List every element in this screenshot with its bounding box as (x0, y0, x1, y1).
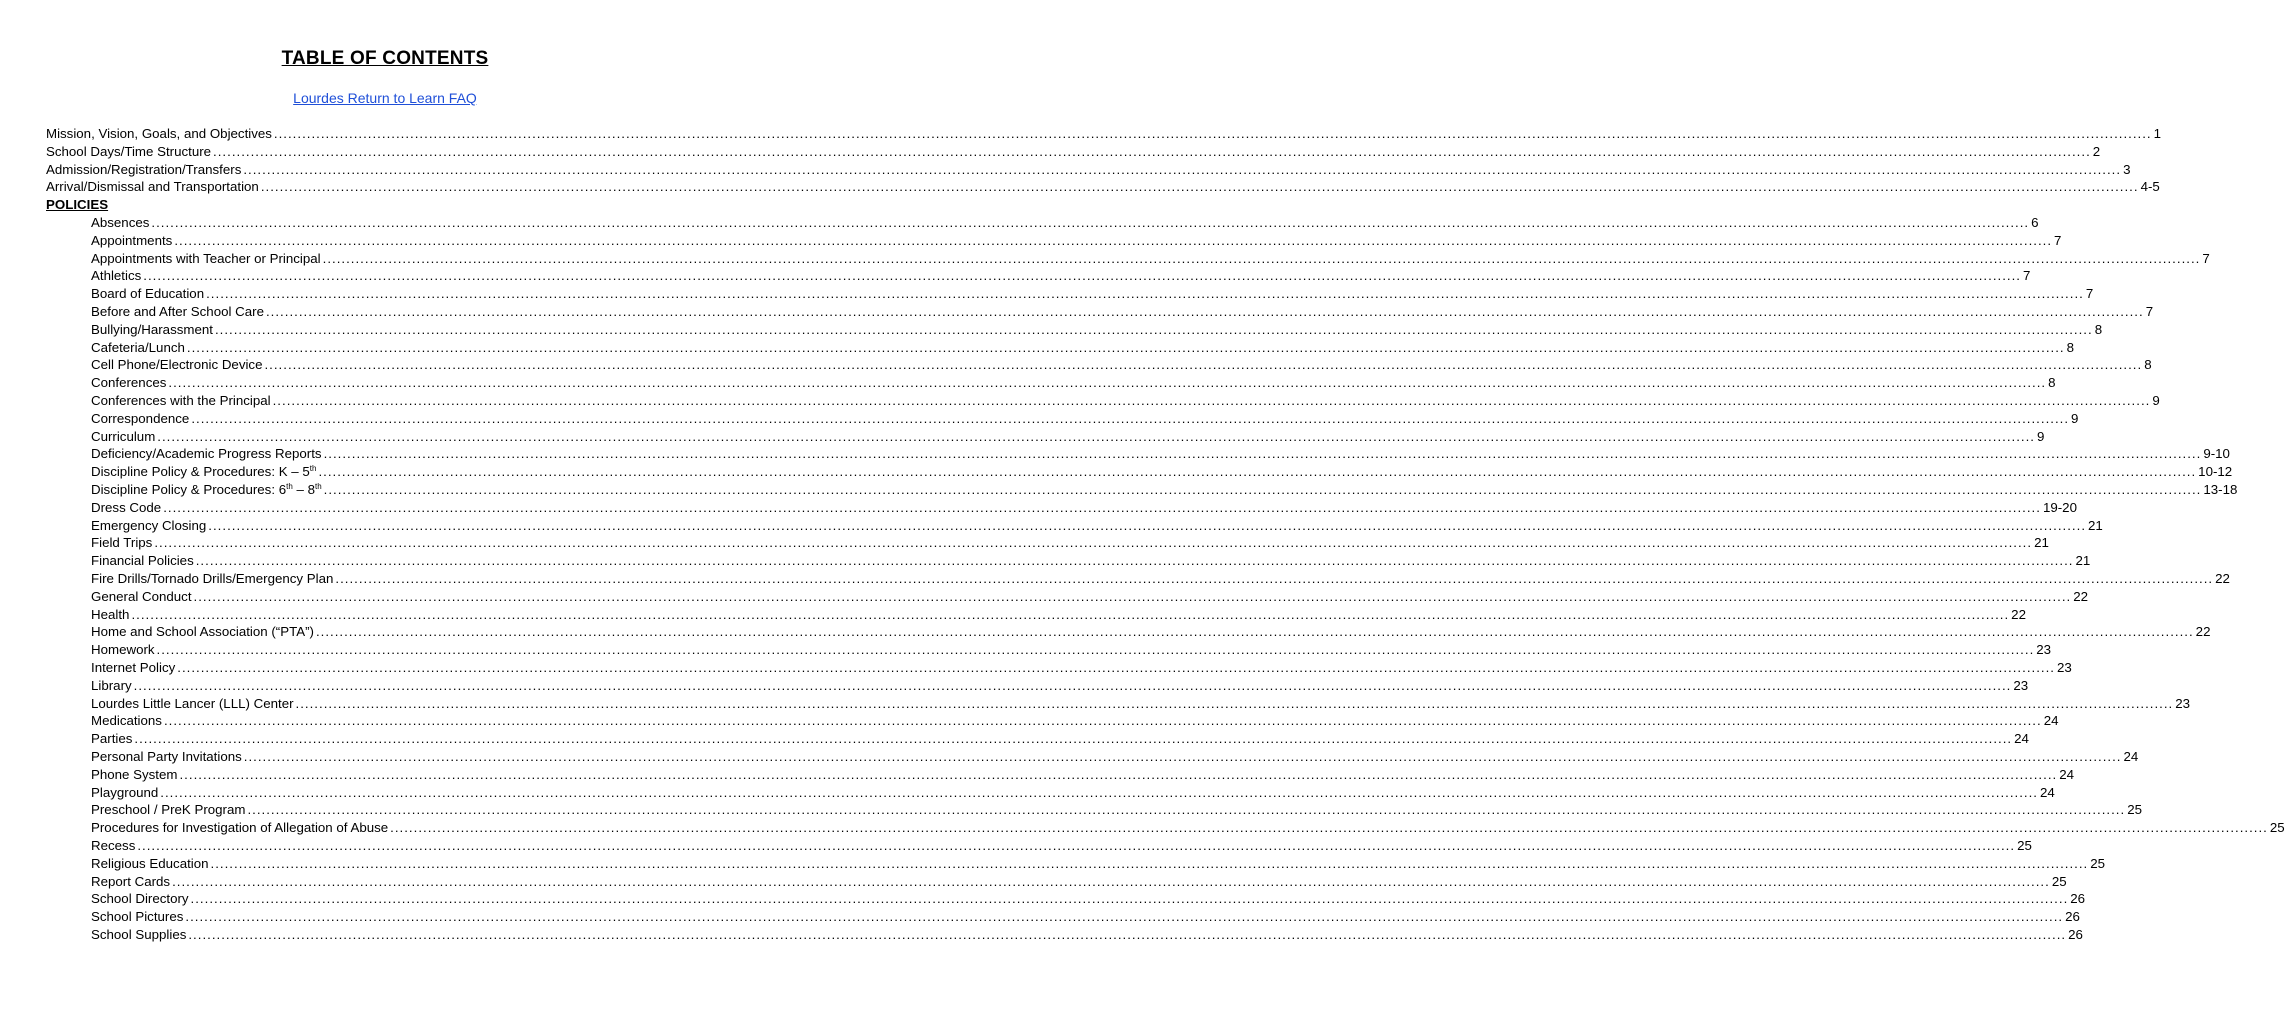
toc-entry-label: Personal Party Invitations (91, 749, 242, 764)
toc-entry-page: 6 (2031, 215, 2039, 230)
leader-dots: ................................................................................................................................................................................................................................................................................................................................................................................................................ (151, 215, 2030, 230)
leader-dots: ................................................................................................................................................................................................................................................................................................................................................................................................................ (163, 713, 2042, 729)
leader-dots: ................................................................................................................................................................................................................................................................................................................................................................................................................ (133, 677, 2012, 693)
leader-dots: ................................................................................................................................................................................................................................................................................................................................................................................................................ (260, 179, 2139, 195)
toc-entry-page: 24 (2059, 766, 2075, 782)
leader-dots: ................................................................................................................................................................................................................................................................................................................................................................................................................ (190, 891, 2069, 907)
toc-entry-label: Conferences (91, 375, 167, 391)
toc-entry (91, 285, 2094, 303)
toc-entry (91, 267, 2031, 285)
toc-entry (91, 730, 2029, 748)
toc-entry-label: Bullying/Harassment (91, 321, 213, 337)
leader-dots: ................................................................................................................................................................................................................................................................................................................................................................................................................ (160, 784, 2039, 800)
toc-entry (91, 356, 2152, 374)
toc-entry (91, 766, 2075, 784)
toc-entry-page: 21 (2034, 535, 2049, 551)
toc-entry-page: 7 (2085, 286, 2094, 302)
toc-entry-label: School Supplies (91, 927, 187, 942)
toc-entry-label: Arrival/Dismissal and Transportation (46, 179, 259, 195)
leader-dots: ................................................................................................................................................................................................................................................................................................................................................................................................................ (265, 304, 2144, 319)
toc-entry (91, 499, 2077, 517)
toc-entry-label: General Conduct (91, 588, 192, 604)
toc-entry (91, 339, 2075, 357)
toc-entry (91, 890, 2086, 908)
toc-entry (91, 534, 2049, 552)
leader-dots: ................................................................................................................................................................................................................................................................................................................................................................................................................ (247, 802, 2126, 818)
toc-entry-label: Emergency Closing (91, 517, 207, 533)
toc-entry-label: Admission/Registration/Transfers (46, 161, 242, 177)
toc-entry (91, 819, 2285, 837)
toc-entry (91, 428, 2045, 446)
leader-dots: ................................................................................................................................................................................................................................................................................................................................................................................................................ (323, 482, 2202, 497)
toc-entry (91, 926, 2083, 944)
toc-entry (46, 161, 2131, 179)
toc-entry (91, 659, 2072, 677)
leader-dots: ................................................................................................................................................................................................................................................................................................................................................................................................................ (195, 553, 2074, 569)
toc-entry (91, 481, 2238, 499)
toc-entry (91, 837, 2032, 855)
leader-dots: ................................................................................................................................................................................................................................................................................................................................................................................................................ (179, 766, 2058, 782)
toc-entry-label: Parties (91, 731, 133, 747)
toc-entry (91, 588, 2089, 606)
leader-dots: ................................................................................................................................................................................................................................................................................................................................................................................................................ (131, 606, 2010, 622)
toc-entry-label: Appointments with Teacher or Principal (91, 250, 321, 266)
toc-entry-page: 25 (2017, 838, 2032, 853)
toc-entry-page: 22 (2215, 571, 2230, 586)
toc-entry (91, 641, 2052, 659)
leader-dots: ................................................................................................................................................................................................................................................................................................................................................................................................................ (174, 232, 2053, 248)
toc-entry-page: 23 (2175, 695, 2191, 711)
leader-dots: ................................................................................................................................................................................................................................................................................................................................................................................................................ (335, 571, 2214, 586)
toc-entry (91, 374, 2056, 392)
toc-entry-label: Correspondence (91, 410, 190, 426)
toc-entry-page: 21 (2075, 553, 2091, 569)
toc-entry-page: 26 (2070, 891, 2086, 907)
leader-dots: ................................................................................................................................................................................................................................................................................................................................................................................................................ (168, 375, 2047, 391)
toc-entry-page: 9 (2037, 428, 2045, 444)
leader-dots: ................................................................................................................................................................................................................................................................................................................................................................................................................ (323, 446, 2202, 462)
toc-entry-label: Athletics (91, 268, 142, 284)
toc-entry-label: Recess (91, 838, 136, 853)
toc-entry-label: Dress Code (91, 499, 162, 515)
toc-entry-label: Lourdes Little Lancer (LLL) Center (91, 695, 294, 711)
toc-entry (91, 552, 2091, 570)
toc-entry-label: Discipline Policy & Procedures: 6th – 8th (91, 482, 322, 497)
toc-entry-label: Health (91, 606, 130, 622)
toc-entry (46, 178, 2160, 196)
leader-dots: ................................................................................................................................................................................................................................................................................................................................................................................................................ (213, 143, 2091, 159)
toc-entry (91, 321, 2103, 339)
toc-entry (91, 392, 2160, 410)
toc-entry-page: 9 (2071, 410, 2079, 426)
toc-entry-label: Internet Policy (91, 660, 176, 675)
toc-entry (91, 873, 2067, 891)
toc-entry-page: 19-20 (2042, 499, 2077, 515)
toc-entry-label: Report Cards (91, 873, 171, 889)
toc-entry-page: 23 (2057, 660, 2072, 675)
policies-heading: POLICIES (46, 197, 109, 213)
toc-entry (91, 303, 2154, 321)
toc-entry-page: 24 (2043, 713, 2059, 729)
leader-dots: ................................................................................................................................................................................................................................................................................................................................................................................................................ (177, 660, 2055, 675)
toc-entry-page: 22 (2011, 606, 2026, 622)
toc-entry (91, 908, 2080, 926)
toc-entry-page: 23 (2036, 642, 2052, 658)
toc-entry-label: Library (91, 677, 132, 693)
toc-entry-label: Preschool / PreK Program (91, 802, 246, 818)
toc-entry-page: 7 (2145, 304, 2154, 319)
toc-entry-page: 3 (2123, 161, 2131, 177)
toc-entry-label: Deficiency/Academic Progress Reports (91, 446, 322, 462)
toc-entry-label: Procedures for Investigation of Allegation of Abuse (91, 820, 389, 836)
toc-entry (91, 232, 2062, 250)
toc-entry (91, 855, 2106, 873)
return-to-learn-faq-link[interactable]: Lourdes Return to Learn FAQ (293, 90, 477, 106)
toc-entry (91, 748, 2139, 766)
toc-entry-page: 23 (2013, 677, 2029, 693)
toc-entry-label: Conferences with the Principal (91, 393, 271, 408)
toc-entry-label: Curriculum (91, 428, 156, 444)
leader-dots: ................................................................................................................................................................................................................................................................................................................................................................................................................ (390, 820, 2268, 836)
toc-entry-page: 8 (2094, 321, 2103, 337)
leader-dots: ................................................................................................................................................................................................................................................................................................................................................................................................................ (137, 838, 2016, 853)
toc-entry-page: 1 (2153, 126, 2162, 141)
toc-entry-page: 26 (2065, 909, 2080, 925)
leader-dots: ................................................................................................................................................................................................................................................................................................................................................................................................................ (273, 126, 2152, 141)
toc-entry-label: School Directory (91, 891, 189, 907)
toc-entry-label: School Days/Time Structure (46, 143, 212, 159)
toc-entry-page: 25 (2051, 873, 2067, 889)
toc-entry-page: 22 (2073, 588, 2089, 604)
toc-entry-label: Cell Phone/Electronic Device (91, 357, 263, 373)
toc-entry-label: Financial Policies (91, 553, 194, 569)
toc-entry (91, 677, 2029, 695)
toc-entry (91, 570, 2230, 588)
leader-dots: ................................................................................................................................................................................................................................................................................................................................................................................................................ (208, 517, 2087, 533)
toc-entry (46, 143, 2101, 161)
toc-entry-label: Appointments (91, 232, 173, 248)
toc-entry-page: 13-18 (2203, 482, 2238, 497)
toc-entry-page: 7 (2023, 268, 2031, 284)
toc-entry-page: 25 (2090, 855, 2106, 871)
leader-dots: ................................................................................................................................................................................................................................................................................................................................................................................................................ (206, 286, 2084, 302)
toc-entry-page: 21 (2088, 517, 2103, 533)
toc-entry-label: Fire Drills/Tornado Drills/Emergency Plan (91, 571, 334, 586)
toc-entry-page: 2 (2092, 143, 2101, 159)
leader-dots: ................................................................................................................................................................................................................................................................................................................................................................................................................ (315, 624, 2194, 640)
toc-entry-label: Phone System (91, 766, 178, 782)
leader-dots: ................................................................................................................................................................................................................................................................................................................................................................................................................ (143, 268, 2021, 284)
toc-entry (91, 801, 2142, 819)
leader-dots: ................................................................................................................................................................................................................................................................................................................................................................................................................ (322, 250, 2201, 266)
toc-entry-page: 9-10 (2203, 446, 2230, 462)
leader-dots: ................................................................................................................................................................................................................................................................................................................................................................................................................ (243, 749, 2122, 764)
toc-entry (91, 250, 2210, 268)
leader-dots: ................................................................................................................................................................................................................................................................................................................................................................................................................ (134, 731, 2013, 747)
page-title: TABLE OF CONTENTS (281, 48, 489, 69)
toc-entry-page: 8 (2066, 339, 2075, 355)
toc-entry-page: 7 (2054, 232, 2062, 248)
toc-entry-page: 24 (2014, 731, 2029, 747)
toc-entry-label: Mission, Vision, Goals, and Objectives (46, 126, 272, 141)
toc-entry-label: School Pictures (91, 909, 184, 925)
leader-dots: ................................................................................................................................................................................................................................................................................................................................................................................................................ (191, 410, 2070, 426)
leader-dots: ................................................................................................................................................................................................................................................................................................................................................................................................................ (295, 695, 2174, 711)
toc-entry-page: 8 (2048, 375, 2056, 391)
toc-entry (91, 712, 2059, 730)
toc-entry (91, 695, 2191, 713)
toc-entry-page: 25 (2269, 820, 2285, 836)
leader-dots: ................................................................................................................................................................................................................................................................................................................................................................................................................ (272, 393, 2151, 408)
leader-dots: ................................................................................................................................................................................................................................................................................................................................................................................................................ (210, 855, 2089, 871)
leader-dots: ................................................................................................................................................................................................................................................................................................................................................................................................................ (163, 499, 2041, 515)
toc-entry-page: 25 (2127, 802, 2142, 818)
leader-dots: ................................................................................................................................................................................................................................................................................................................................................................................................................ (172, 873, 2050, 889)
leader-dots: ................................................................................................................................................................................................................................................................................................................................................................................................................ (214, 321, 2093, 337)
toc-entry-label: Absences (91, 215, 150, 230)
toc-entry-page: 9 (2152, 393, 2160, 408)
toc-entry-page: 10-12 (2198, 464, 2233, 480)
toc-entry (91, 410, 2079, 428)
toc-entry (91, 606, 2026, 624)
toc-entry (91, 445, 2230, 463)
leader-dots: ................................................................................................................................................................................................................................................................................................................................................................................................................ (188, 927, 2067, 942)
toc-entry-label: Cafeteria/Lunch (91, 339, 185, 355)
toc-entry-page: 24 (2040, 784, 2055, 800)
toc-entry-label: Playground (91, 784, 159, 800)
leader-dots: ................................................................................................................................................................................................................................................................................................................................................................................................................ (157, 428, 2036, 444)
toc-entry-page: 22 (2195, 624, 2211, 640)
toc-entry (91, 517, 2103, 535)
leader-dots: ................................................................................................................................................................................................................................................................................................................................................................................................................ (156, 642, 2035, 658)
toc-entry-label: Board of Education (91, 286, 205, 302)
toc-entry (46, 125, 2162, 143)
toc-entry-label: Discipline Policy & Procedures: K – 5th (91, 464, 317, 480)
toc-entry-label: Field Trips (91, 535, 153, 551)
toc-entry-page: 8 (2144, 357, 2152, 373)
toc-entry-page: 24 (2123, 749, 2139, 764)
toc-entry-page: 4-5 (2140, 179, 2160, 195)
leader-dots: ................................................................................................................................................................................................................................................................................................................................................................................................................ (193, 588, 2072, 604)
toc-entry-label: Homework (91, 642, 155, 658)
toc-entry-label: Religious Education (91, 855, 209, 871)
toc-entry (91, 784, 2055, 802)
leader-dots: ................................................................................................................................................................................................................................................................................................................................................................................................................ (154, 535, 2033, 551)
toc-entry-page: 26 (2068, 927, 2083, 942)
toc-entry-label: Before and After School Care (91, 304, 264, 319)
toc-entry-page: 7 (2202, 250, 2210, 266)
toc-entry-label: Medications (91, 713, 162, 729)
leader-dots: ................................................................................................................................................................................................................................................................................................................................................................................................................ (185, 909, 2064, 925)
leader-dots: ................................................................................................................................................................................................................................................................................................................................................................................................................ (264, 357, 2143, 373)
toc-entry-label: Home and School Association (“PTA”) (91, 624, 314, 640)
leader-dots: ................................................................................................................................................................................................................................................................................................................................................................................................................ (318, 464, 2197, 480)
toc-entry (91, 463, 2233, 481)
leader-dots: ................................................................................................................................................................................................................................................................................................................................................................................................................ (186, 339, 2065, 355)
toc-entry (91, 214, 2039, 232)
leader-dots: ................................................................................................................................................................................................................................................................................................................................................................................................................ (243, 161, 2122, 177)
toc-entry (91, 623, 2211, 641)
